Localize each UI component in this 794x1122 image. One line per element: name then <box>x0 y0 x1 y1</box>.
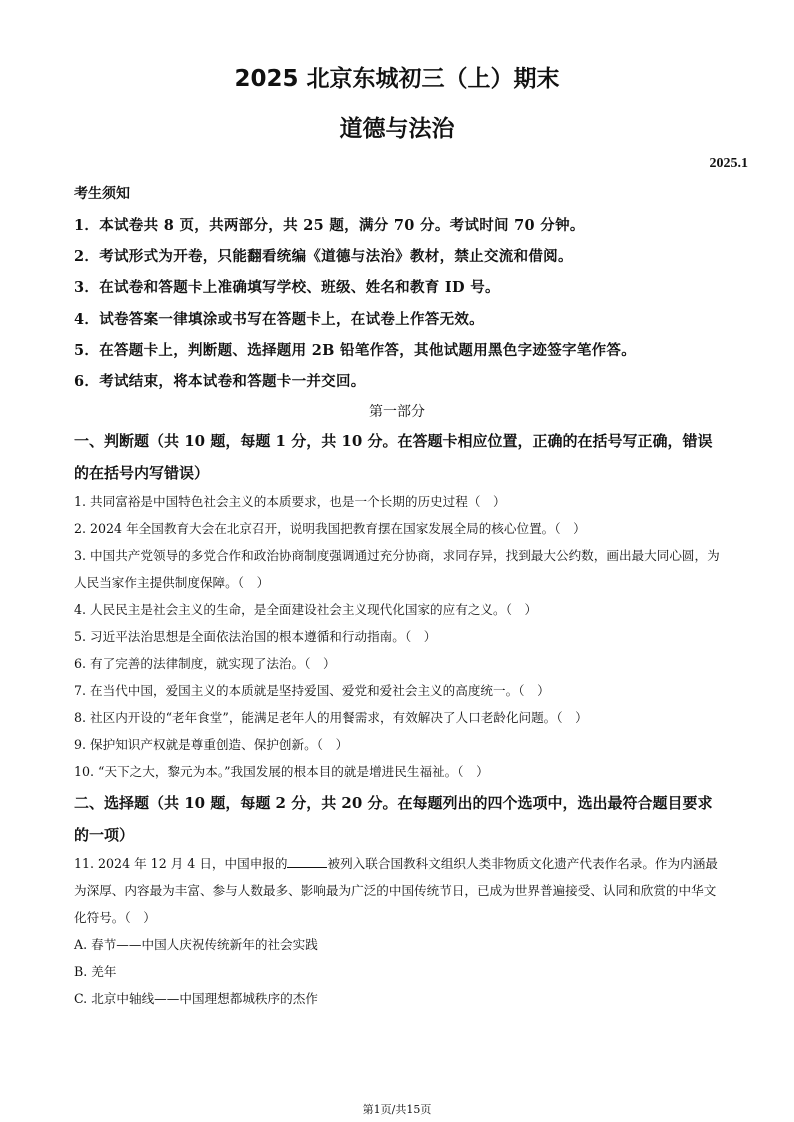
option-a: A. 春节——中国人庆祝传统新年的社会实践 <box>74 937 318 952</box>
question-item: 5. 习近平法治思想是全面依法治国的根本遵循和行动指南。（ ） <box>74 629 437 644</box>
option-b: B. 羌年 <box>74 964 117 979</box>
notice-item: 3．在试卷和答题卡上准确填写学校、班级、姓名和教育 ID 号。 <box>74 279 500 296</box>
question-11-lead: 11. 2024 年 12 月 4 日，中国申报的 <box>74 856 288 871</box>
exam-title: 2025 北京东城初三（上）期末 <box>234 66 560 92</box>
option-c: C. 北京中轴线——中国理想都城秩序的杰作 <box>74 991 318 1006</box>
question-item: 1. 共同富裕是中国特色社会主义的本质要求，也是一个长期的历史过程（ ） <box>74 494 506 509</box>
section-heading-choice: 二、选择题（共 10 题，每题 2 分，共 20 分。在每题列出的四个选项中，选出最符合题目要求的一项） <box>74 794 713 844</box>
question-item: 8. 社区内开设的“老年食堂”，能满足老年人的用餐需求，有效解决了人口老龄化问题。（ ） <box>74 710 588 725</box>
question-item: 4. 人民民主是社会主义的生命，是全面建设社会主义现代化国家的应有之义。（ ） <box>74 602 538 617</box>
question-11-body: 被列入联合国教科文组织人类非物质文化遗产代表作名录。作为内涵最为深厚、内容最为丰富、参与人数最多、影响最为广泛的中国传统节日，已成为世界普遍接受、认同和欣赏的中华文化符号。（ ） <box>74 856 718 925</box>
question-item: 10. “天下之大，黎元为本。”我国发展的根本目的就是增进民生福祉。（ ） <box>74 764 489 779</box>
notice-item: 2．考试形式为开卷，只能翻看统编《道德与法治》教材，禁止交流和借阅。 <box>74 248 573 265</box>
part-label: 第一部分 <box>369 404 425 420</box>
notice-item: 1．本试卷共 8 页，共两部分，共 25 题，满分 70 分。考试时间 70 分钟。 <box>74 217 585 234</box>
question-item: 7. 在当代中国，爱国主义的本质就是坚持爱国、爱党和爱社会主义的高度统一。（ ） <box>74 683 550 698</box>
question-item: 3. 中国共产党领导的多党合作和政治协商制度强调通过充分协商，求同存异，找到最大公约数，画出最大同心圆，为人民当家作主提供制度保障。（ ） <box>74 548 720 590</box>
question-item: 6. 有了完善的法律制度，就实现了法治。（ ） <box>74 656 336 671</box>
section-heading-judgement: 一、判断题（共 10 题，每题 1 分，共 10 分。在答题卡相应位置，正确的在括号写正确，错误的在括号内写错误） <box>74 432 713 482</box>
notice-heading: 考生须知 <box>74 186 130 202</box>
page-number: 第1页/共15页 <box>362 1103 432 1116</box>
notice-item: 4．试卷答案一律填涂或书写在答题卡上，在试卷上作答无效。 <box>74 311 484 328</box>
question-item: 9. 保护知识产权就是尊重创造、保护创新。（ ） <box>74 737 349 752</box>
notice-item: 6．考试结束，将本试卷和答题卡一并交回。 <box>74 373 366 390</box>
notice-item: 5．在答题卡上，判断题、选择题用 2B 铅笔作答，其他试题用黑色字迹签字笔作答。 <box>74 342 637 359</box>
question-item: 2. 2024 年全国教育大会在北京召开，说明我国把教育摆在国家发展全局的核心位置。（ ） <box>74 521 586 536</box>
exam-date: 2025.1 <box>709 156 748 171</box>
subject-title: 道德与法治 <box>339 116 455 142</box>
question-item-11 <box>74 850 724 931</box>
answer-blank <box>287 855 327 868</box>
